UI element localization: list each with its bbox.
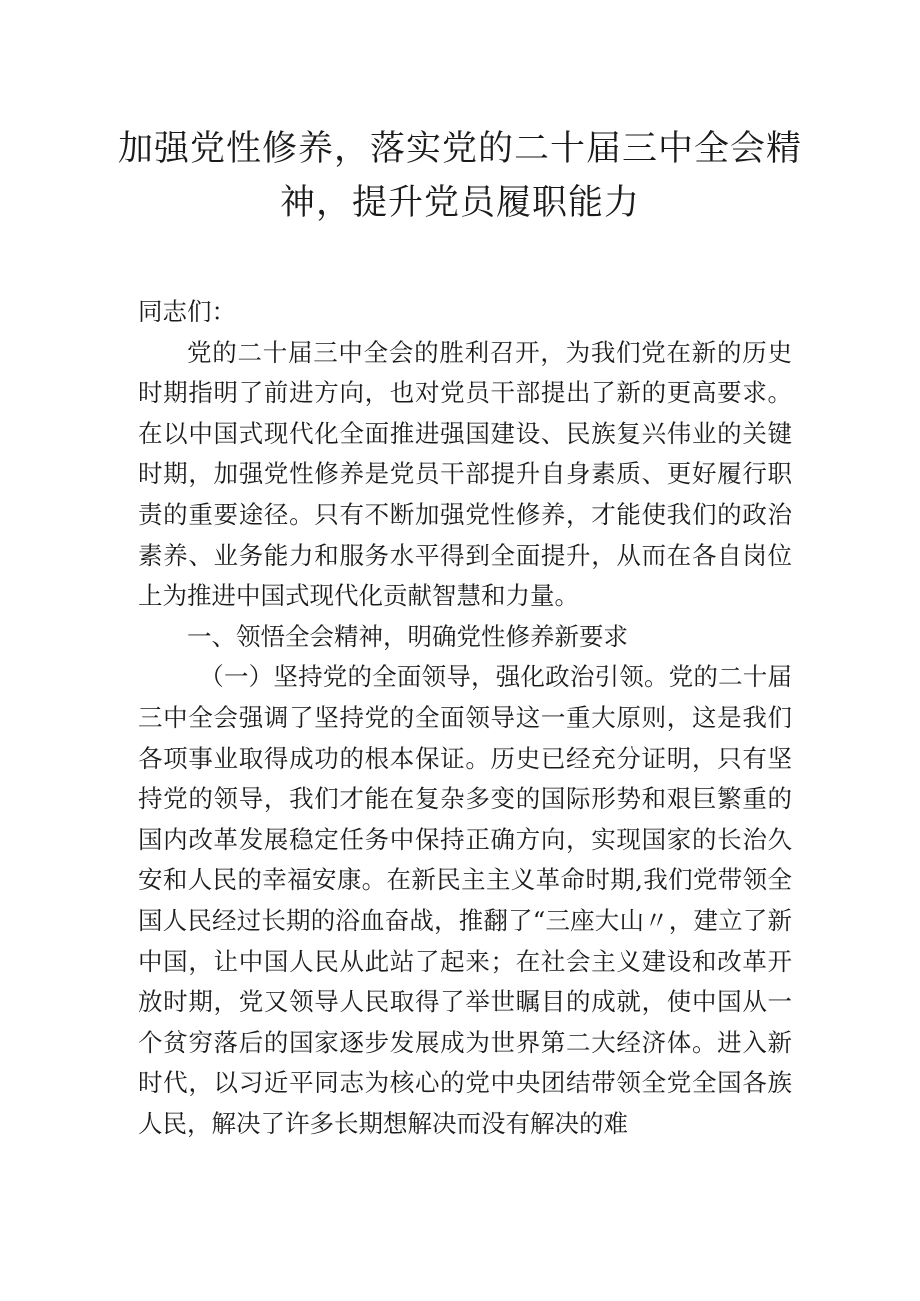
title-line-1: 加强党性修养，落实党的二十届三中全会精 xyxy=(117,129,802,169)
title-line-2: 神，提升党员履职能力 xyxy=(279,183,640,223)
salutation: 同志们： xyxy=(138,297,236,326)
section-heading-1: 一、领悟全会精神，明确党性修养新要求 xyxy=(187,621,628,651)
paragraph-section-1-1: （一）坚持党的全面领导，强化政治引领。党的二十届三中全会强调了坚持党的全面领导这一重大原则，这是我们各项事业取得成功的根本保证。历史已经充分证明，只有坚持党的领导，我们才能在复杂多变的国际形势和艰巨繁重的国内改革发展稳定任务中保持正确方向，实现国家的长治久安和人民的幸福安康。在新民主主义革命时期,我们党带领全国人民经过长期的浴血奋战，推翻了“三座大山〃，建立了新中国，让中国人民从此站了起来；在社会主义建设和改革开放时期，党又领导人民取得了举世瞩目的成就，使中国从一个贫穷落后的国家逐步发展成为世界第二大经济体。进入新时代，以习近平同志为核心的党中央团结带领全党全国各族人民，解决了许多长期想解决而没有解决的难 xyxy=(138,662,792,1138)
document-title xyxy=(110,122,810,230)
document-body xyxy=(138,292,792,1144)
paragraph-intro: 党的二十届三中全会的胜利召开，为我们党在新的历史时期指明了前进方向，也对党员干部提出了新的更高要求。在以中国式现代化全面推进强国建设、民族复兴伟业的关键时期，加强党性修养是党员干部提升自身素质、更好履行职责的重要途径。只有不断加强党性修养，才能使我们的政治素养、业务能力和服务水平得到全面提升，从而在各自岗位上为推进中国式现代化贡献智慧和力量。 xyxy=(138,337,792,611)
